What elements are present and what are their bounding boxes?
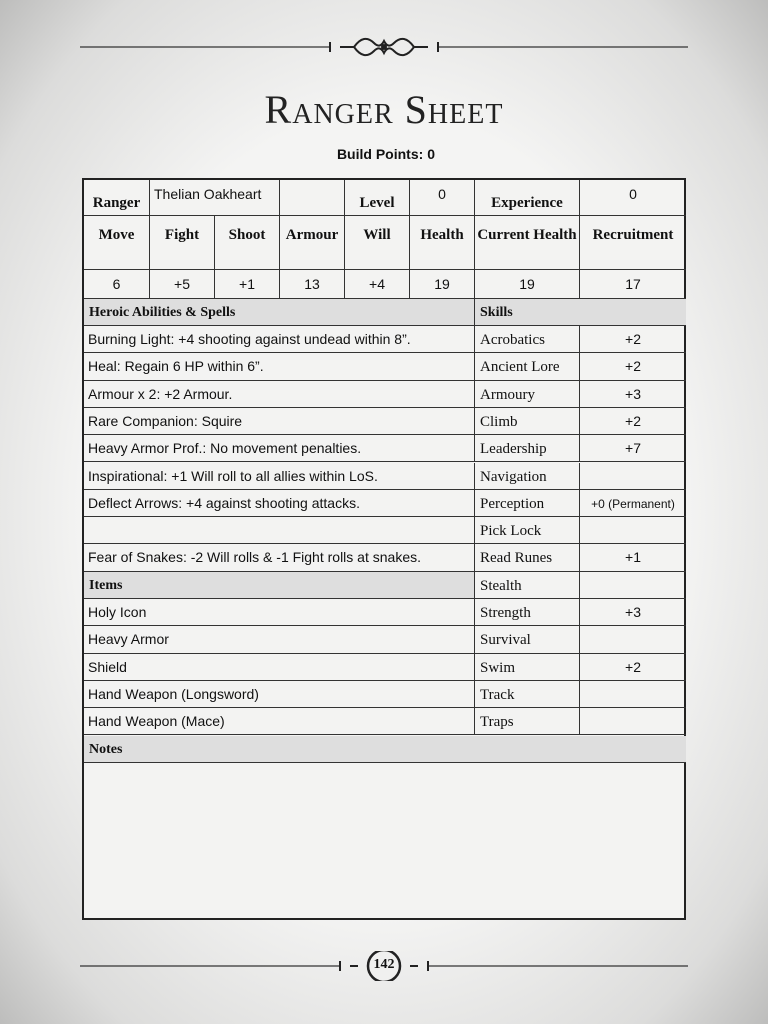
stat-value: +5 — [150, 270, 215, 299]
inventory-item: Hand Weapon (Mace) — [84, 708, 475, 735]
inventory-item: Heavy Armor — [84, 626, 475, 653]
stat-label: Move — [84, 216, 150, 270]
ability-item: Heavy Armor Prof.: No movement penalties. — [84, 435, 475, 462]
skill-name: Stealth — [475, 572, 580, 599]
skill-name: Traps — [475, 708, 580, 735]
build-points — [0, 146, 768, 162]
skill-name: Climb — [475, 408, 580, 435]
ability-item: Deflect Arrows: +4 against shooting attacks. — [84, 490, 475, 517]
skill-value: +2 — [580, 326, 686, 353]
skill-name: Acrobatics — [475, 326, 580, 353]
skill-value — [580, 681, 686, 708]
skill-name: Pick Lock — [475, 517, 580, 544]
skill-value: +2 — [580, 408, 686, 435]
inventory-item: Hand Weapon (Longsword) — [84, 681, 475, 708]
skill-value: +3 — [580, 599, 686, 626]
notes-area — [84, 763, 686, 919]
skill-name: Armoury — [475, 381, 580, 408]
skill-name: Strength — [475, 599, 580, 626]
skill-value — [580, 708, 686, 735]
skill-name: Ancient Lore — [475, 353, 580, 380]
stat-label: Fight — [150, 216, 215, 270]
skill-value — [580, 517, 686, 544]
skill-name: Track — [475, 681, 580, 708]
stat-value: 6 — [84, 270, 150, 299]
class-label: Ranger — [84, 180, 150, 216]
ability-item: Burning Light: +4 shooting against undead within 8”. — [84, 326, 475, 353]
notes-section-title: Notes — [84, 736, 686, 763]
ability-item — [84, 517, 475, 544]
skill-value — [580, 626, 686, 653]
build-points-value: 0 — [427, 146, 436, 162]
level-value: 0 — [410, 180, 475, 216]
skill-value: +7 — [580, 435, 686, 462]
skill-name: Navigation — [475, 463, 580, 490]
skill-value: +1 — [580, 544, 686, 571]
stat-label: Armour — [280, 216, 345, 270]
ability-item: Armour x 2: +2 Armour. — [84, 381, 475, 408]
skill-value: +2 — [580, 654, 686, 681]
character-sheet-table — [82, 178, 686, 920]
build-points-label: Build Points: — [336, 146, 424, 162]
stat-value: 17 — [580, 270, 686, 299]
skill-value — [580, 572, 686, 599]
inventory-item: Shield — [84, 654, 475, 681]
page-number: 142 — [373, 957, 395, 972]
stat-value: +1 — [215, 270, 280, 299]
character-name: Thelian Oakheart — [150, 180, 280, 216]
level-label: Level — [345, 180, 410, 216]
experience-value: 0 — [580, 180, 686, 216]
ability-item: Inspirational: +1 Will roll to all allies within LoS. — [84, 463, 475, 490]
ability-item: Fear of Snakes: -2 Will rolls & -1 Fight rolls at snakes. — [84, 544, 475, 571]
stat-label: Current Health — [475, 216, 580, 270]
stat-label: Health — [410, 216, 475, 270]
stat-label: Recruitment — [580, 216, 686, 270]
ability-item: Rare Companion: Squire — [84, 408, 475, 435]
skill-name: Read Runes — [475, 544, 580, 571]
stat-label: Shoot — [215, 216, 280, 270]
items-section-title: Items — [84, 572, 475, 599]
skill-value: +0 (Permanent) — [580, 490, 686, 517]
experience-label: Experience — [475, 180, 580, 216]
stat-value: +4 — [345, 270, 410, 299]
skill-value: +3 — [580, 381, 686, 408]
stat-value: 13 — [280, 270, 345, 299]
stat-value: 19 — [410, 270, 475, 299]
skill-name: Survival — [475, 626, 580, 653]
skill-value: +2 — [580, 353, 686, 380]
ability-item: Heal: Regain 6 HP within 6”. — [84, 353, 475, 380]
skill-name: Perception — [475, 490, 580, 517]
abilities-section-title: Heroic Abilities & Spells — [84, 299, 475, 326]
header-spacer — [280, 180, 345, 216]
skills-section-title: Skills — [475, 299, 686, 326]
stat-label: Will — [345, 216, 410, 270]
inventory-item: Holy Icon — [84, 599, 475, 626]
skill-name: Swim — [475, 654, 580, 681]
skill-name: Leadership — [475, 435, 580, 462]
page-title: Ranger Sheet — [264, 87, 504, 132]
skill-value — [580, 463, 686, 490]
top-ornament-divider — [0, 32, 768, 62]
stat-value: 19 — [475, 270, 580, 299]
